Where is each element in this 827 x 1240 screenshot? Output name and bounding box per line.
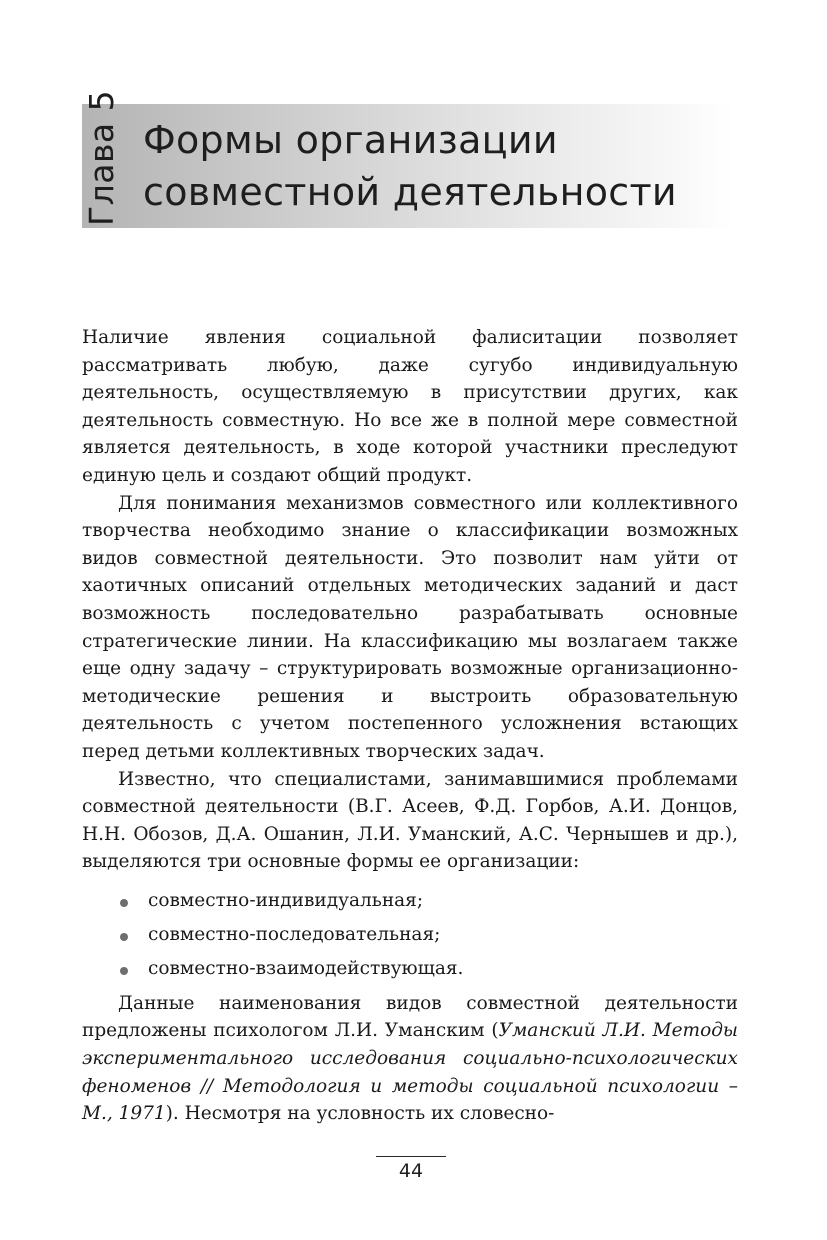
bullet-icon bbox=[120, 967, 128, 975]
list-item-text: совместно-взаимодействующая. bbox=[148, 957, 464, 979]
body-text bbox=[82, 324, 738, 1128]
bullet-icon bbox=[120, 933, 128, 941]
chapter-title-line-2: совместной деятельности bbox=[143, 170, 677, 214]
paragraph-4 bbox=[82, 990, 738, 1128]
citation: Уманский Л.И. Методы экспериментального исследования социально-психологических феноменов // Методология и методы социальной психологии – М., 1971 bbox=[82, 1020, 738, 1125]
chapter-label: Глава 5 bbox=[82, 89, 121, 226]
list-item bbox=[82, 952, 738, 986]
paragraph-3: Известно, что специалистами, занимавшимися проблемами совместной деятельности (В.Г. Асеев, Ф.Д. Горбов, А.И. Донцов, Н.Н. Обозов, Д.А. Ошанин, Л.И. Уманский, А.С. Чернышев и др.), выделяются три основные формы ее организации: bbox=[82, 768, 738, 873]
list-item-text: совместно-индивидуальная; bbox=[148, 889, 424, 911]
list-item-text: совместно-последовательная; bbox=[148, 923, 441, 945]
paragraph-4-continuation: ). Несмотря на условность их словесно- bbox=[165, 1103, 555, 1125]
chapter-title bbox=[143, 114, 677, 218]
forms-list bbox=[82, 884, 738, 986]
page-number-rule bbox=[376, 1156, 446, 1157]
list-item bbox=[82, 884, 738, 918]
paragraph-2: Для понимания механизмов совместного или коллективного творчества необходимо знание о классификации возможных видов совместной деятельности. Это позволит нам уйти от хаотичных описаний отдельных методических заданий и даст возможность последовательно разрабатывать основные стратегические линии. На классификацию мы возлагаем также еще одну задачу – структурировать возможные организационно-методические решения и выстроить образовательную деятельность с учетом постепенного усложнения встающих перед детьми коллективных творческих задач. bbox=[82, 492, 738, 762]
paragraph-1: Наличие явления социальной фалиситации позволяет рассматривать любую, даже сугубо индивидуальную деятельность, осуществляемую в присутствии других, как деятельность совместную. Но все же в полной мере совместной является деятельность, в ходе которой участники преследуют единую цель и создают общий продукт. bbox=[82, 327, 738, 486]
paragraph-4-text: Данные наименования видов совместной деятельности предложены психологом Л.И. Уманским ( bbox=[82, 992, 738, 1042]
chapter-title-line-1: Формы организации bbox=[143, 118, 558, 162]
list-item bbox=[82, 918, 738, 952]
page-number: 44 bbox=[398, 1160, 424, 1182]
bullet-icon bbox=[120, 899, 128, 907]
